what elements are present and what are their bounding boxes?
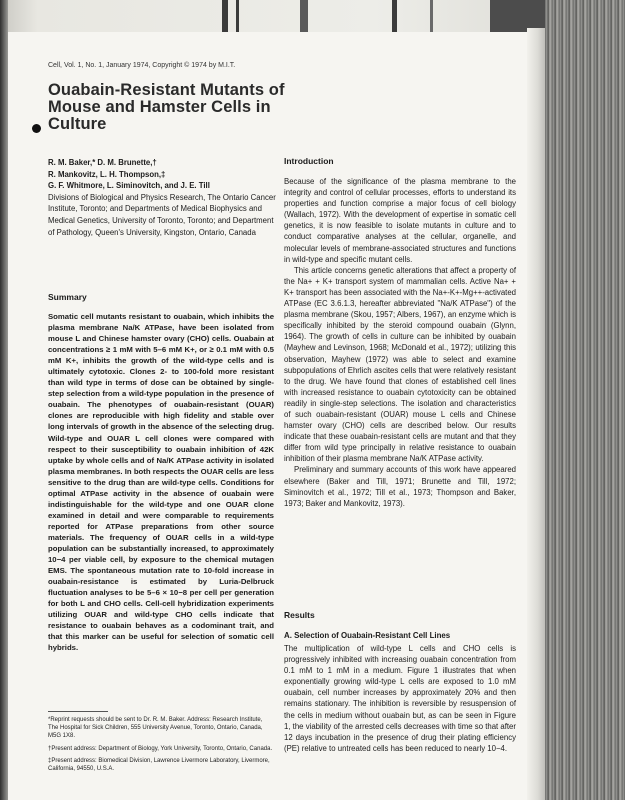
bullet-mark (32, 124, 41, 133)
author-line-2: R. Mankovitz, L. H. Thompson,‡ (48, 169, 166, 179)
author-line-1: R. M. Baker,* D. M. Brunette,† (48, 158, 157, 167)
author-block (48, 157, 280, 238)
footnote-3: ‡Present address: Biomedical Division, Lawrence Livermore Laboratory, Livermore, California, 94550, U.S.A. (48, 757, 270, 773)
intro-paragraph-1: Because of the significance of the plasma membrane to the integrity and control of cellular processes, efforts to understand its properties and function comprise a major focus of cell biology (Wallach, 1972). With the development of expertise in somatic cell genetics, it is now feasible to isolate mutants in culture and to conduct comparative analyses at the cellular, organelle, and molecular levels of membrane-associated structures and functions in wild-type and specific mutant cells. (284, 177, 516, 264)
scan-artifact (222, 0, 228, 36)
footnote-1: *Reprint requests should be sent to Dr. R. M. Baker. Address: Research Institute, The Hospital for Sick Children, 555 University Avenue, Toronto, Ontario, Canada, M5G 1X8. (48, 717, 263, 740)
introduction-text (284, 176, 516, 509)
footnote-rule (48, 711, 108, 712)
author-line-3: G. F. Whitmore, L. Siminovitch, and J. E. Till (48, 181, 210, 191)
results-subheading: A. Selection of Ouabain-Resistant Cell Lines (284, 631, 451, 640)
scan-artifact (392, 0, 397, 36)
footnotes (48, 716, 274, 777)
journal-header: Cell, Vol. 1, No. 1, January 1974, Copyright © 1974 by M.I.T. (48, 62, 236, 69)
scan-artifact (430, 0, 433, 36)
author-affiliation: Divisions of Biological and Physics Research, The Ontario Cancer Institute, Toronto; and Departments of Medical Biophysics and Medical Genetics, University of Toronto, Toronto; and Department of Pathology, Queen's University, Kingston, Ontario, Canada (48, 192, 276, 237)
page-stack-edge (545, 0, 625, 800)
scan-artifact (300, 0, 308, 36)
results-heading: Results (284, 610, 315, 620)
scan-artifact (236, 0, 239, 36)
footnote-2: †Present address: Department of Biology, York University, Toronto, Ontario, Canada. (48, 745, 273, 752)
summary-heading: Summary (48, 292, 87, 302)
summary-paragraph: Somatic cell mutants resistant to ouabain, which inhibits the plasma membrane Na/K ATPase, have been isolated from mouse L and Chinese hamster ovary (CHO) cells. Ouabain at concentrations ≥ 1 mM with 5–6 mM K+, or ≥ 0.1 mM with 0.5 mM K+, inhibits the growth of the wild-type cells and is ultimately cytotoxic. Clones 2- to 100-fold more resistant than wild type in terms of dose can be obtained by single-step selection from a wild-type population in the presence of ouabain. The phenotypes of ouabain-resistant (OUAR) clones are reproducible with high fidelity and stable over long intervals of growth in the absence of the selecting drug. Wild-type and OUAR L cell clones were compared with respect to their susceptibility to ouabain inhibition of 42K uptake by whole cells and of Na/K ATPase activity in isolated plasma membranes. In both respects the OUAR cells are less sensitive to the drug than are wild-type cells. Conditions for optimal ATPase activity in the absence of ouabain were indistinguishable for the wild-type and one OUAR clone examined in detail and were comparable to requirements reported for ATPase preparations from other source materials. The frequency of OUAR cells in a wild-type population can be substantially increased, to approximately 10−4 per viable cell, by exposure to the chemical mutagen EMS. The spontaneous mutation rate to 10-fold increase in ouabain-resistance is estimated by Luria-Delbruck fluctuation analyses to be 5–6 × 10−8 per cell per generation for both L and CHO cells. Cell-cell hybridization experiments utilizing OUAR and wild-type CHO cells indicate that resistance to ouabain behaves as a codominant trait, and that this marker can be useful for selection of somatic cell hybrids. (48, 312, 274, 653)
results-text (284, 643, 516, 754)
introduction-heading: Introduction (284, 156, 334, 166)
intro-paragraph-3: Preliminary and summary accounts of this work have appeared elsewhere (Baker and Till, 1971; Brunette and Till, 1972; Siminovitch et al., 1972; Till et al., 1973; Thompson and Baker, 1973; Baker and Mankovitz, 1973). (284, 465, 516, 508)
results-paragraph-1: The multiplication of wild-type L cells and CHO cells is progressively inhibited with increasing ouabain concentration from 0.1 mM to 1 mM in a medium. Figure 1 illustrates that when exponentially growing wild-type L cells are exposed to 1.0 mM ouabain, cell number increases by approximately 20% and then remains stationary. The inhibition is reversible by resuspension of the cells in medium without ouabain but, as can be seen in Figure 1, the viability of the arrested cells decreases with time so that after 12 days incubation in the presence of drug their plating efficiency (PE) relative to untreated cells has been reduced to nearly 10−4. (284, 644, 516, 753)
intro-paragraph-2: This article concerns genetic alterations that affect a property of the Na+ + K+ transport system of mammalian cells. Active Na+ + K+ transport has been associated with the Na+-K+-Mg++-activated ATPase (EC 3.6.1.3, hereafter abbreviated "Na/K ATPase") of the plasma membrane (Skou, 1957; Albers, 1967), an enzyme which is specifically inhibited by the steroid compound ouabain (Glynn, 1964). The growth of cells in culture can be inhibited by ouabain (Mayhew and Levinson, 1968; McDonald et al., 1972); utilizing this observation, Mayhew (1972) was able to select and examine subpopulations of Ehrlich ascites cells that were relatively resistant to the drug. We have found that clones of established cell lines with increased resistance to ouabain cytotoxicity can be obtained readily in single-step selections. The isolation and characteristics of such ouabain-resistant (OUAR) mouse L cells and Chinese hamster ovary (CHO) cells are described below. Our results indicate that these ouabain-resistant cells are mutant and that they differ from wild type principally in relative resistance to ouabain inhibition of their plasma membrane Na/K ATPase activity. (284, 265, 516, 464)
summary-text (48, 311, 274, 653)
scan-left-edge (0, 0, 8, 800)
article-title: Ouabain-Resistant Mutants of Mouse and Hamster Cells in Culture (48, 81, 285, 133)
